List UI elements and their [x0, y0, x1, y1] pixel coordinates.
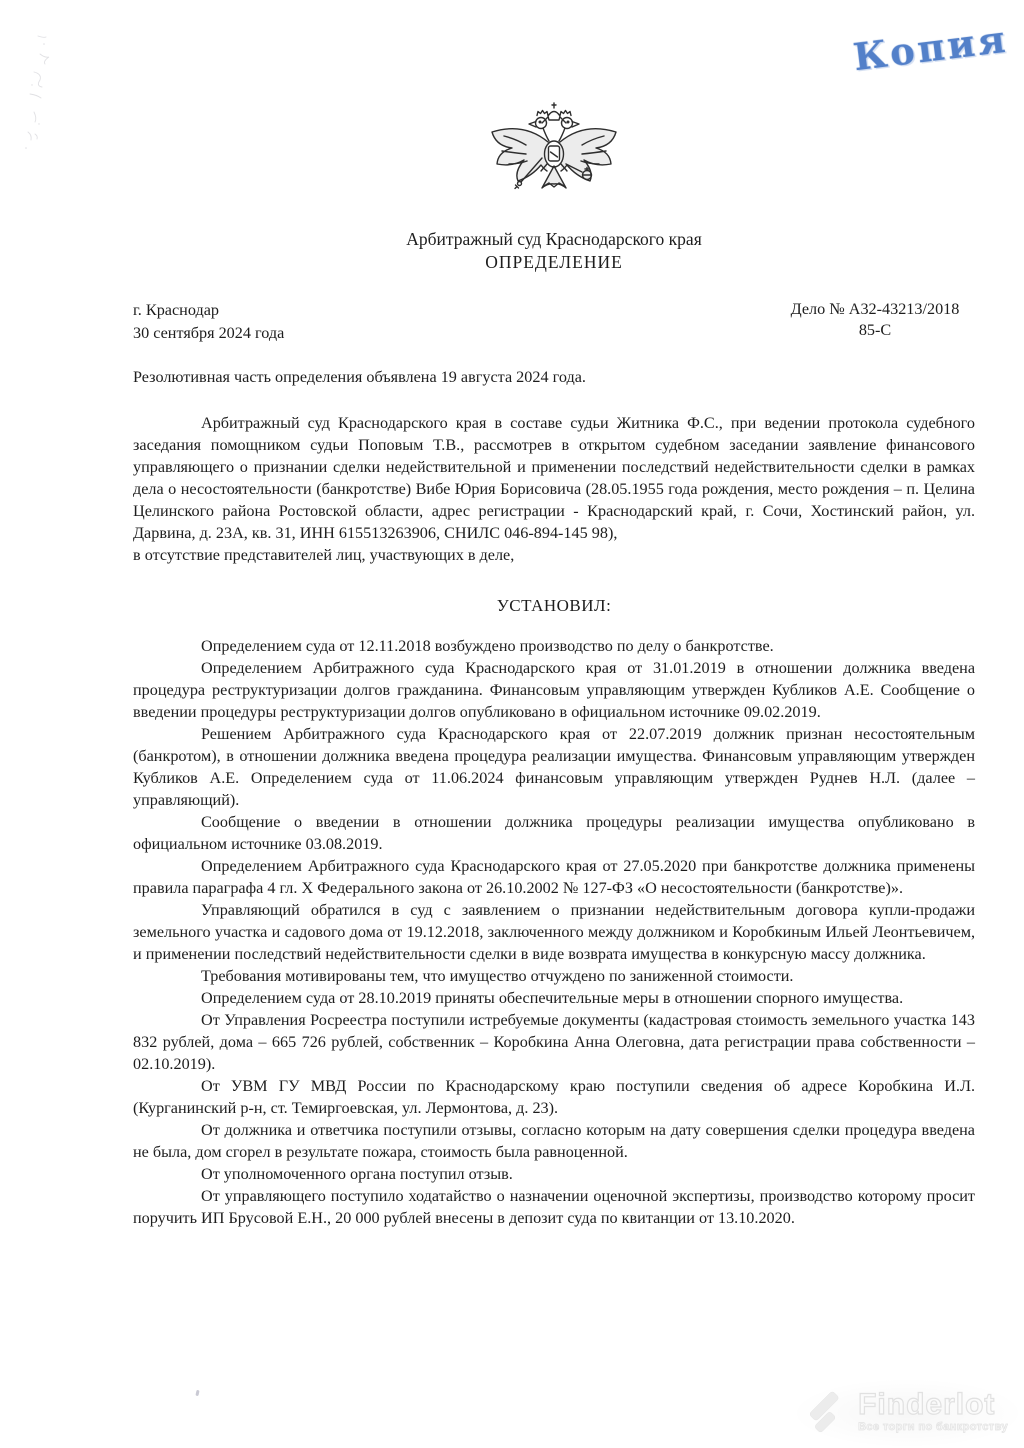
finderlot-logo-icon: [803, 1386, 849, 1438]
body-paragraph-10: От УВМ ГУ МВД России по Краснодарскому краю поступили сведения об адресе Коробкина И.Л. (Курганинский р-н, ст. Темиргоевская, ул. Лермонтова, д. 23).: [133, 1077, 975, 1117]
body-paragraph-8: Определением суда от 28.10.2019 приняты обеспечительные меры в отношении спорного имущества.: [201, 989, 904, 1007]
body-block: [133, 635, 975, 1229]
court-name: Арбитражный суд Краснодарского края: [406, 229, 702, 249]
document-type-title: ОПРЕДЕЛЕНИЕ: [485, 252, 623, 272]
meta-left: [133, 299, 284, 345]
emblem-wrap: [133, 102, 975, 224]
body-paragraph-5: Определением Арбитражного суда Краснодарского края от 27.05.2020 при банкротстве должника применены правила параграфа 4 гл. X Федерального закона от 26.10.2002 № 127-ФЗ «О несостоятельности (банкротстве)».: [133, 857, 975, 897]
city-line: г. Краснодар: [133, 301, 219, 319]
body-paragraph-2: Определением Арбитражного суда Краснодарского края от 31.01.2019 в отношении должника введена процедура реструктуризации долгов гражданина. Финансовым управляющим утвержден Кубликов А.Е. Сообщение о введении процедуры реструктуризации долгов опубликовано в официальном источнике 09.02.2019.: [133, 659, 975, 721]
body-paragraph-4: Сообщение о введении в отношении должника процедуры реализации имущества опубликовано в официальном источнике 03.08.2019.: [133, 813, 975, 853]
intro-paragraph: Арбитражный суд Краснодарского края в составе судьи Житника Ф.С., при ведении протокола судебного заседания помощником судьи Поповым Т.В., рассмотрев в открытом судебном заседании заявление финансового управляющего о признании сделки недействительной и применении последствий недействительности сделки в рамках дела о несостоятельности (банкротстве) Вибе Юрия Борисовича (28.05.1955 года рождения, место рождения – п. Целина Целинского района Ростовской области, адрес регистрации - Краснодарский край, г. Сочи, Хостинский район, ул. Дарвина, д. 23А, кв. 31, ИНН 615513263906, СНИЛС 046-894-145 98),: [133, 414, 975, 542]
document-content: [133, 0, 975, 1229]
scan-speck: [195, 1390, 199, 1396]
watermark-text: [858, 1390, 1008, 1434]
body-paragraph-13: От управляющего поступило ходатайство о назначении оценочной экспертизы, производство которому просит поручить ИП Брусовой Е.Н., 20 000 рублей внесены в депозит суда по квитанции от 13.10.2020.: [133, 1187, 975, 1227]
body-paragraph-3: Решением Арбитражного суда Краснодарского края от 22.07.2019 должник признан несостоятельным (банкротом), в отношении должника введена процедура реализации имущества. Финансовым управляющим утвержден Кубликов А.Е. Определением суда от 11.06.2024 финансовым управляющим утвержден Руднев Н.Л. (далее – управляющий).: [133, 725, 975, 809]
watermark-tagline: Все торги по банкротству: [858, 1421, 1008, 1433]
watermark-brand: Finderlot: [858, 1388, 996, 1421]
case-suffix: 85-С: [858, 321, 892, 339]
body-paragraph-11: От должника и ответчика поступили отзывы, согласно которым на дату совершения сделки процедура введена не была, дом сгорел в результате пожара, стоимость была равноценной.: [133, 1121, 975, 1161]
resolution-announcement: Резолютивная часть определения объявлена 19 августа 2024 года.: [133, 368, 586, 386]
pencil-marks: [4, 28, 68, 178]
body-paragraph-6: Управляющий обратился в суд с заявлением о признании недействительным договора купли-продажи земельного участка и садового дома от 19.12.2018, заключенного между должником и Коробкиным Ильей Леонтьевичем, и применении последствий недействительности сделки в виде возврата имущества в конкурсную массу должника.: [133, 901, 975, 963]
russian-coat-of-arms-icon: [483, 102, 625, 222]
body-paragraph-7: Требования мотивированы тем, что имущество отчуждено по заниженной стоимости.: [201, 967, 794, 985]
body-paragraph-1: Определением суда от 12.11.2018 возбуждено производство по делу о банкротстве.: [201, 637, 774, 655]
body-paragraph-12: От уполномоченного органа поступил отзыв.: [201, 1165, 513, 1183]
date-line: 30 сентября 2024 года: [133, 324, 285, 342]
finderlot-watermark: [797, 1380, 1018, 1446]
meta-right: [775, 299, 975, 345]
meta-row: [133, 299, 975, 345]
established-heading: УСТАНОВИЛ:: [496, 596, 612, 615]
body-paragraph-9: От Управления Росреестра поступили истребуемые документы (кадастровая стоимость земельного участка 143 832 рублей, дома – 665 726 рублей, собственник – Коробкина Анна Олеговна, дата регистрации права собственности – 02.10.2019).: [133, 1011, 975, 1073]
copy-stamp: Копия: [850, 16, 1011, 80]
absence-line: в отсутствие представителей лиц, участвующих в деле,: [133, 546, 515, 564]
case-number: Дело № А32-43213/2018: [790, 300, 960, 318]
